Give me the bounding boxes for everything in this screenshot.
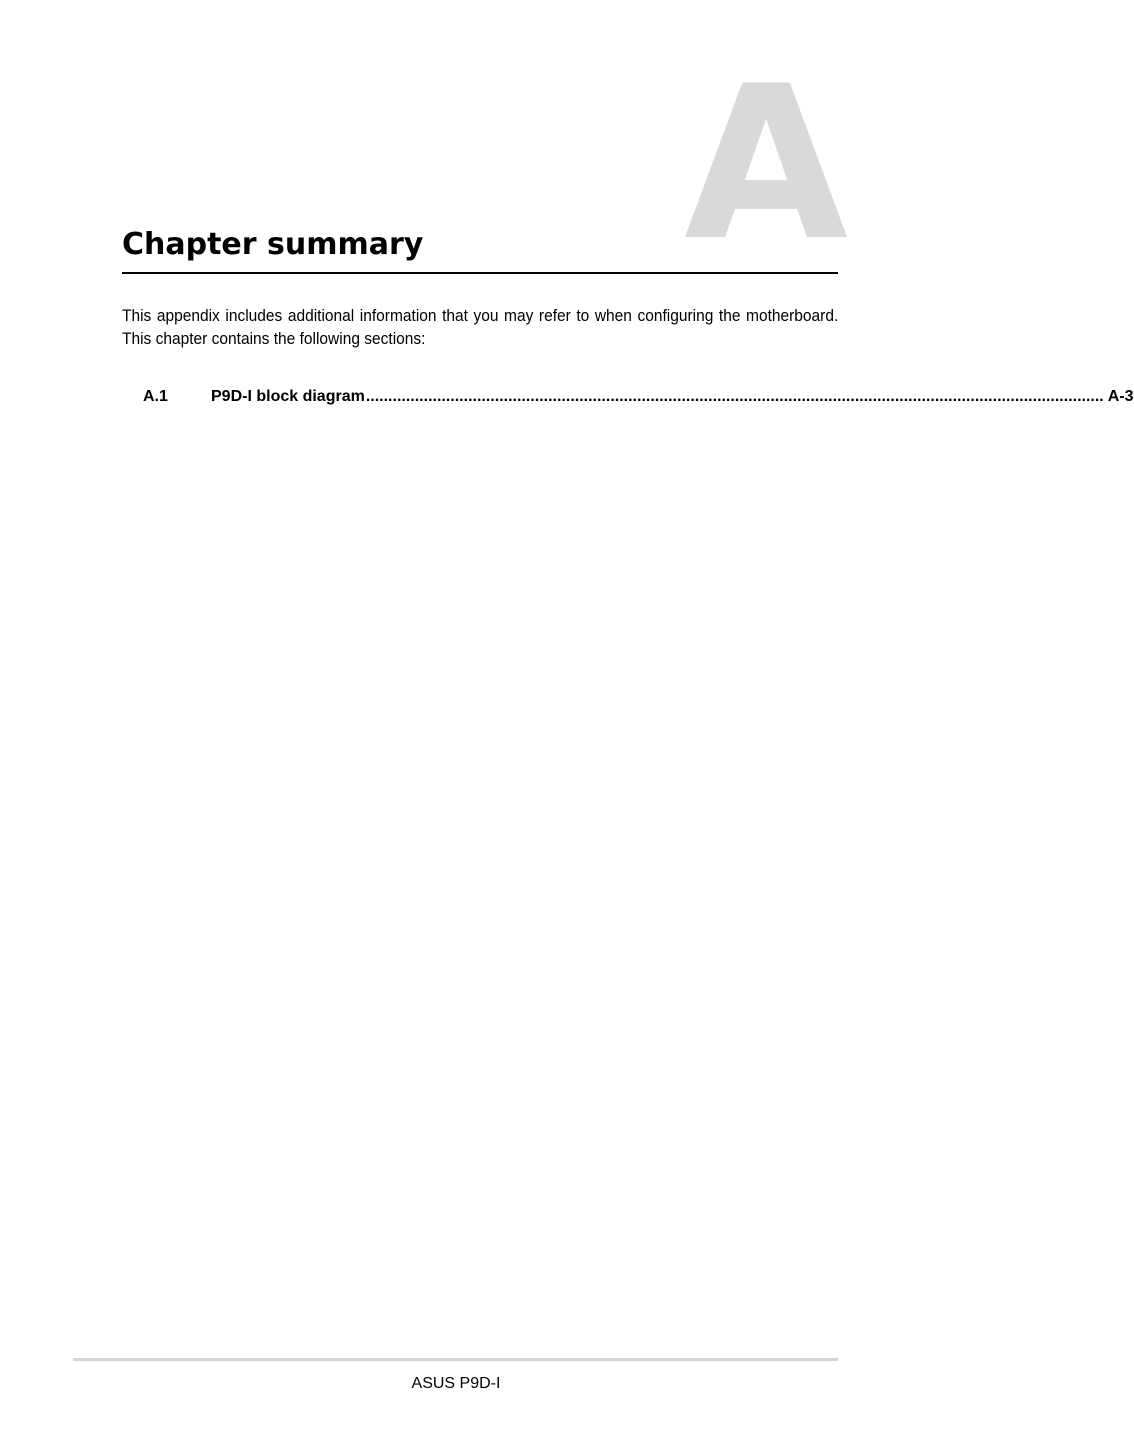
chapter-title: Chapter summary	[122, 227, 424, 262]
toc-entry-page: A-3	[1107, 388, 1134, 405]
toc-dot-leader: ......................................................................................................................................................................	[365, 388, 1104, 405]
toc-entry-title: P9D-I block diagram	[211, 388, 365, 405]
title-divider	[122, 272, 838, 274]
table-of-contents	[143, 386, 1134, 408]
chapter-letter: A	[684, 40, 849, 287]
intro-paragraph: This appendix includes additional information that you may refer to when configuring the motherboard. This chapter contains the following sections:	[122, 307, 839, 348]
toc-entry-number: A.1	[143, 388, 168, 405]
footer-product-name: ASUS P9D-I	[411, 1375, 501, 1392]
toc-entry[interactable]	[143, 386, 1134, 408]
footer-divider	[73, 1358, 838, 1361]
